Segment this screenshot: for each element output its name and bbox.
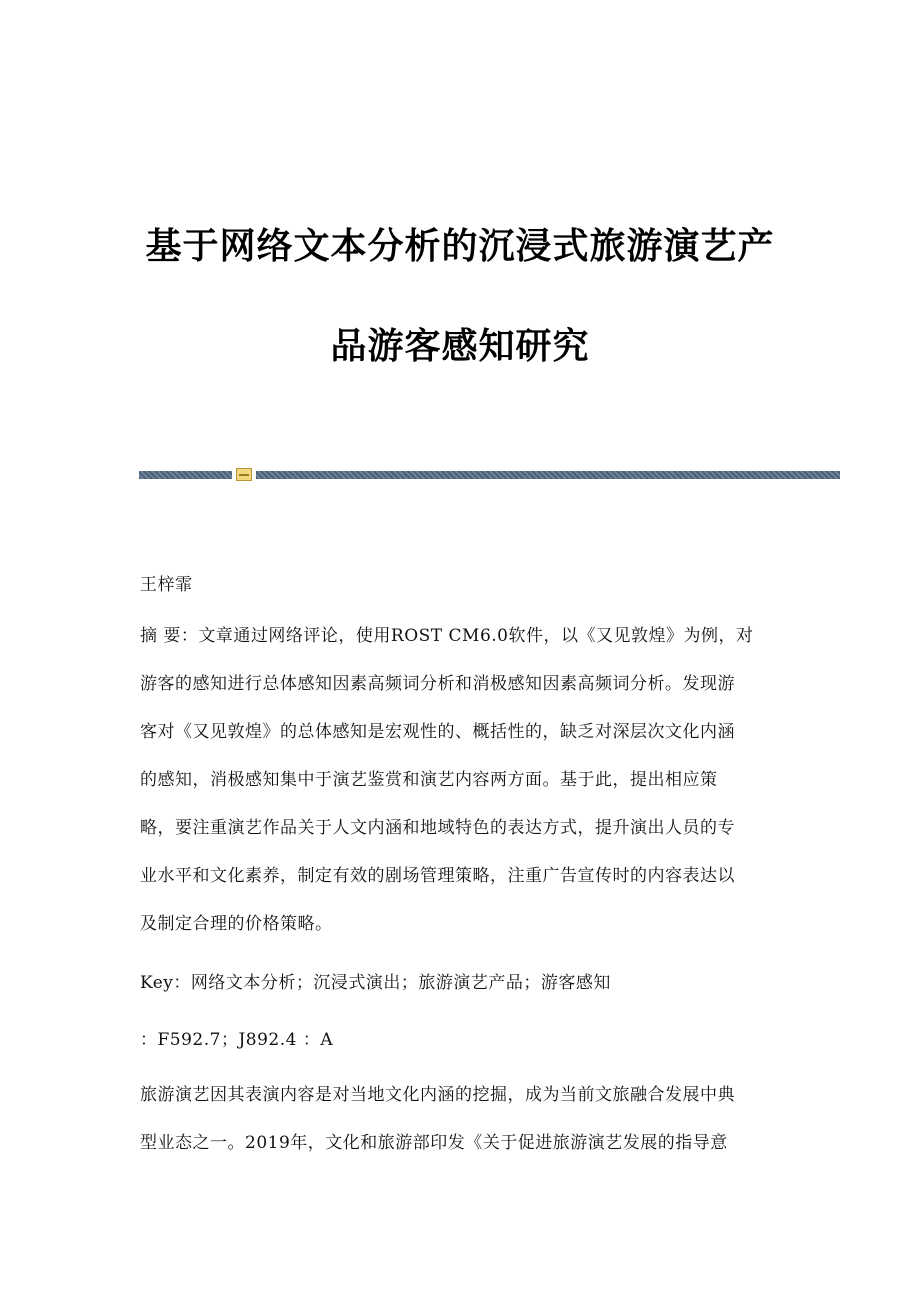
title-line-1: 基于网络文本分析的沉浸式旅游演艺产 — [145, 226, 775, 267]
abstract-line: 及制定合理的价格策略。 — [140, 914, 333, 934]
divider-ornament-icon — [236, 468, 252, 481]
body-paragraph-line: 型业态之一。2019年，文化和旅游部印发《关于促进旅游演艺发展的指导意 — [140, 1133, 728, 1153]
abstract-line: 的感知，消极感知集中于演艺鉴赏和演艺内容两方面。基于此，提出相应策 — [140, 770, 718, 790]
keywords: Key：网络文本分析；沉浸式演出；旅游演艺产品；游客感知 — [140, 973, 611, 993]
abstract-line: 略，要注重演艺作品关于人文内涵和地域特色的表达方式，提升演出人员的专 — [140, 818, 735, 838]
abstract-line: 游客的感知进行总体感知因素高频词分析和消极感知因素高频词分析。发现游 — [140, 674, 735, 694]
classification-codes: ：F592.7；J892.4 ：A — [140, 1030, 334, 1050]
title-divider-right — [256, 471, 840, 479]
abstract-line: 客对《又见敦煌》的总体感知是宏观性的、概括性的，缺乏对深层次文化内涵 — [140, 722, 735, 742]
title-divider-left — [139, 471, 232, 479]
abstract-line: 业水平和文化素养，制定有效的剧场管理策略，注重广告宣传时的内容表达以 — [140, 866, 735, 886]
author-name: 王梓霏 — [140, 575, 193, 595]
abstract-line: 摘 要：文章通过网络评论，使用ROST CM6.0软件，以《又见敦煌》为例，对 — [140, 626, 754, 646]
title-line-2: 品游客感知研究 — [330, 326, 590, 367]
body-paragraph-line: 旅游演艺因其表演内容是对当地文化内涵的挖掘，成为当前文旅融合发展中典 — [140, 1085, 735, 1105]
